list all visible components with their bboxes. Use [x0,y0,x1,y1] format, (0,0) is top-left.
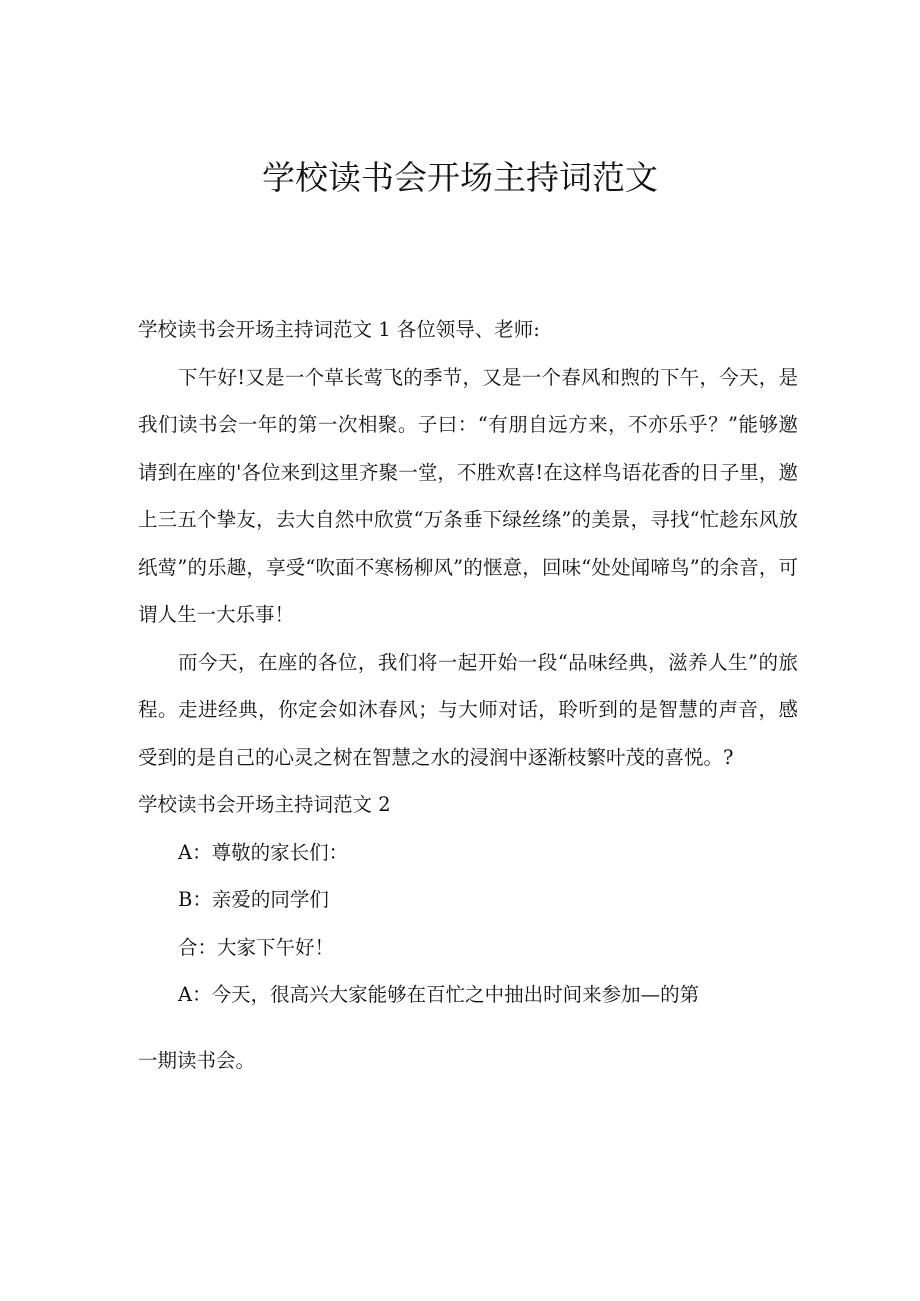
document-title: 学校读书会开场主持词范文 [262,158,658,197]
body-paragraph: 下午好!又是一个草长莺飞的季节，又是一个春风和煦的下午，今天，是我们读书会一年的第一次相聚。子曰：“有朋自远方来，不亦乐乎？”能够邀请到在座的'各位来到这里齐聚一堂，不胜欢喜!在这样鸟语花香的日子里，邀上三五个挚友，去大自然中欣赏“万条垂下绿丝绦”的美景，寻找“忙趁东风放纸莺”的乐趣，享受“吹面不寒杨柳风”的惬意，回味“处处闻啼鸟”的余音，可谓人生一大乐事！ [138,365,798,626]
section-heading-1: 学校读书会开场主持词范文 1 各位领导、老师: [138,318,540,341]
section-heading-2: 学校读书会开场主持词范文 2 [138,793,391,816]
dialog-line: A：尊敬的家长们： [178,840,349,864]
body-paragraph: 而今天，在座的各位，我们将一起开始一段“品味经典，滋养人生”的旅程。走进经典，你定会如沐春风；与大师对话，聆听到的是智慧的声音，感受到的是自己的心灵之树在智慧之水的浸润中逐渐枝繁叶茂的喜悦。? [138,650,798,769]
document-body [138,306,798,1084]
dialog-line: 合：大家下午好！ [178,935,335,959]
dialog-line: B：亲爱的同学们 [178,888,329,911]
dialog-continuation: 一期读书会。 [138,1048,256,1072]
dialog-line: A：今天，很高兴大家能够在百忙之中抽出时间来参加—的第 [178,983,700,1006]
